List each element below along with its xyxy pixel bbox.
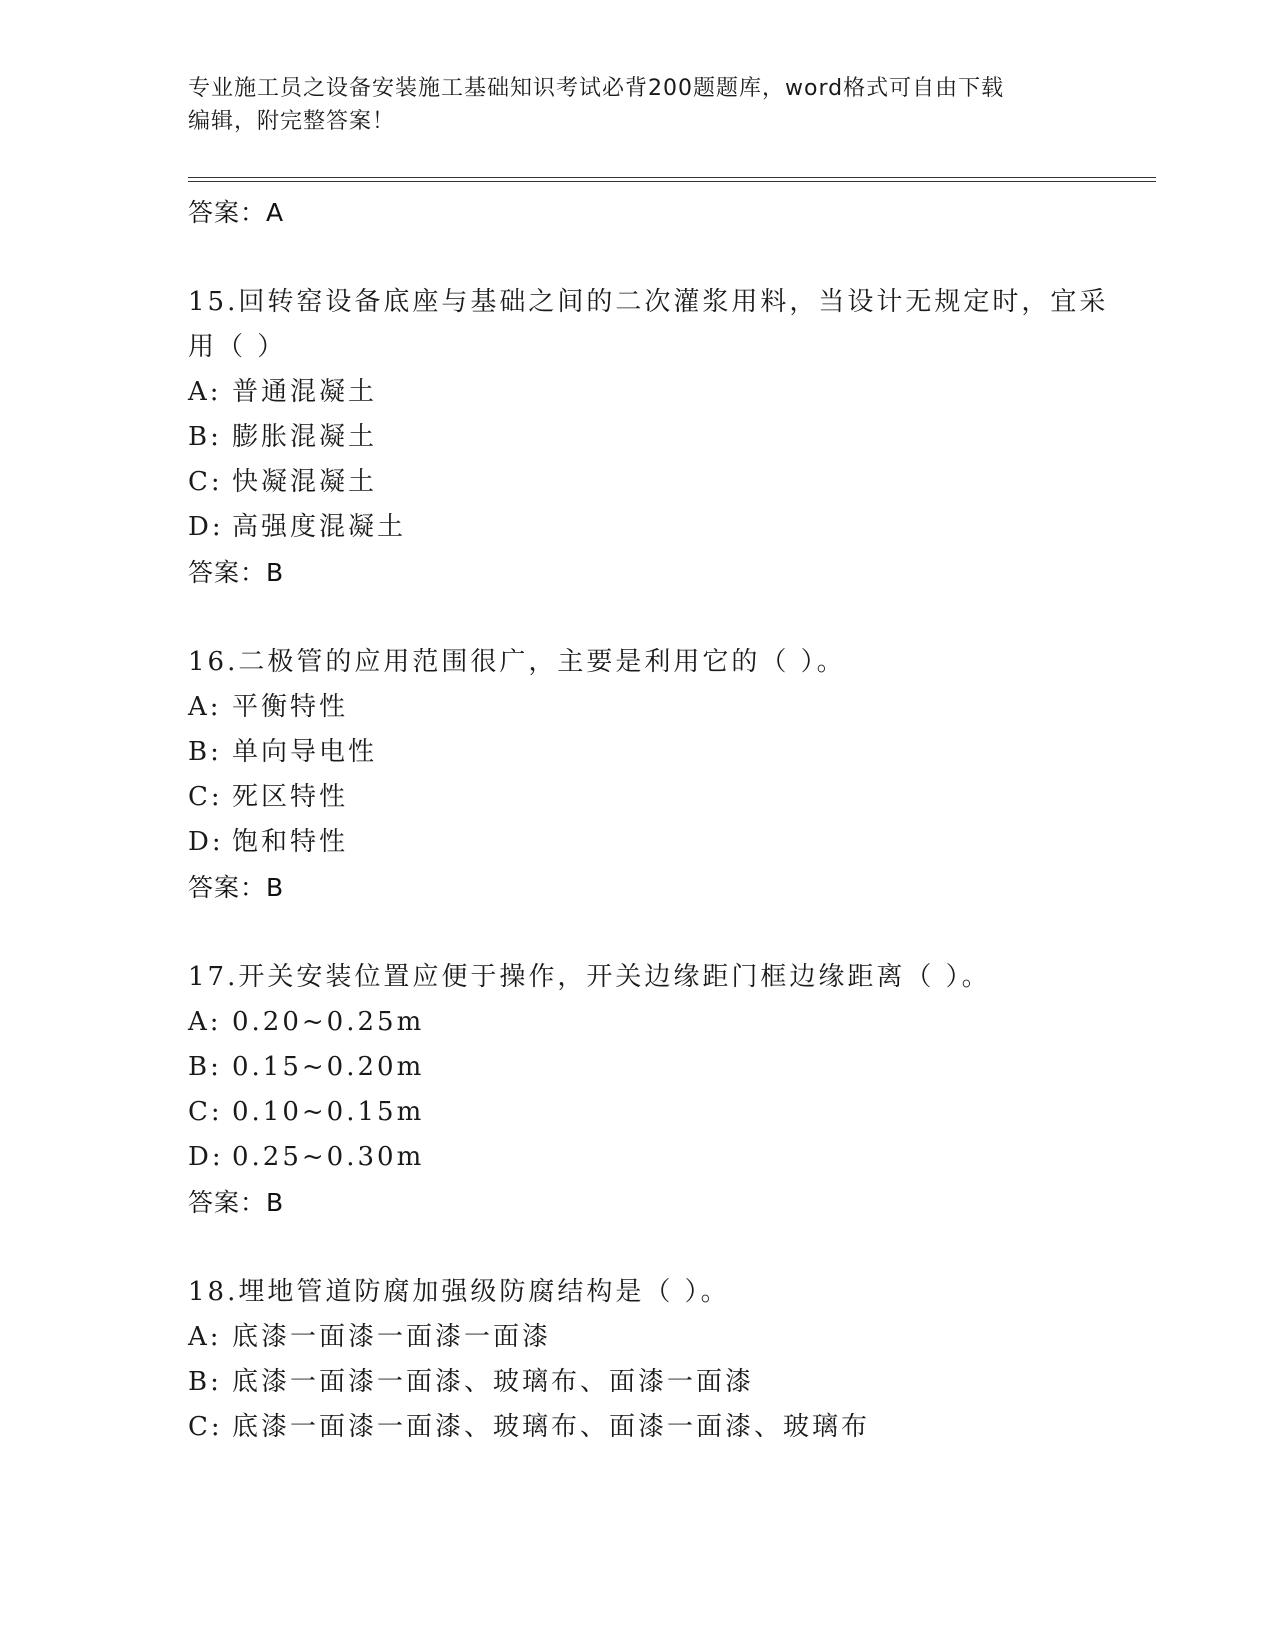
answer-line: 答案：B xyxy=(188,873,285,902)
question-text: 16.二极管的应用范围很广，主要是利用它的（ ）。 xyxy=(188,647,846,677)
option-text: 底漆一面漆一面漆、玻璃布、面漆一面漆、玻璃布 xyxy=(232,1412,871,1442)
option-text: 底漆一面漆一面漆一面漆 xyxy=(232,1322,552,1352)
spacer xyxy=(188,910,1128,955)
option-letter: B: xyxy=(188,1052,222,1082)
option-text: 高强度混凝土 xyxy=(232,512,407,542)
option-letter: A: xyxy=(188,1007,222,1037)
spacer xyxy=(188,235,1128,280)
question-list xyxy=(188,190,1128,1450)
answer-line: 答案：A xyxy=(188,198,285,227)
option-text: 死区特性 xyxy=(232,782,349,812)
option-letter: B: xyxy=(188,737,222,767)
option-b xyxy=(188,415,1128,460)
option-text: 饱和特性 xyxy=(232,827,349,857)
answer-line: 答案：B xyxy=(188,1188,285,1217)
option-letter: C: xyxy=(188,1097,223,1127)
option-letter: A: xyxy=(188,377,222,407)
option-b xyxy=(188,730,1128,775)
answer-line: 答案：B xyxy=(188,558,285,587)
option-b xyxy=(188,1045,1128,1090)
option-text: 底漆一面漆一面漆、玻璃布、面漆一面漆 xyxy=(232,1367,755,1397)
page-header xyxy=(188,72,1068,138)
option-b xyxy=(188,1360,1128,1405)
option-text: 普通混凝土 xyxy=(232,377,378,407)
option-d xyxy=(188,1135,1128,1180)
option-letter: B: xyxy=(188,422,222,452)
question-text: 15.回转窑设备底座与基础之间的二次灌浆用料，当设计无规定时，宜采用（ ） xyxy=(188,287,1109,362)
option-a xyxy=(188,1315,1128,1360)
option-letter: D: xyxy=(188,1142,224,1172)
option-letter: C: xyxy=(188,467,223,497)
option-text: 0.25~0.30m xyxy=(232,1142,425,1172)
question-17 xyxy=(188,955,1128,1225)
option-text: 快凝混凝土 xyxy=(232,467,378,497)
header-line-1: 专业施工员之设备安装施工基础知识考试必背200题题库，word格式可自由下载 xyxy=(188,76,1005,101)
option-letter: A: xyxy=(188,692,222,722)
option-text: 0.20~0.25m xyxy=(232,1007,425,1037)
question-text: 17.开关安装位置应便于操作，开关边缘距门框边缘距离（ ）。 xyxy=(188,962,991,992)
question-text: 18.埋地管道防腐加强级防腐结构是（ ）。 xyxy=(188,1277,730,1307)
option-letter: C: xyxy=(188,782,223,812)
option-text: 膨胀混凝土 xyxy=(232,422,378,452)
header-divider xyxy=(188,177,1156,182)
option-c xyxy=(188,1090,1128,1135)
option-text: 平衡特性 xyxy=(232,692,349,722)
spacer xyxy=(188,1225,1128,1270)
question-15 xyxy=(188,280,1128,595)
question-16 xyxy=(188,640,1128,910)
question-18 xyxy=(188,1270,1128,1450)
option-text: 0.15~0.20m xyxy=(232,1052,425,1082)
option-letter: B: xyxy=(188,1367,222,1397)
option-letter: A: xyxy=(188,1322,222,1352)
option-text: 单向导电性 xyxy=(232,737,378,767)
header-line-2: 编辑，附完整答案！ xyxy=(188,109,396,134)
spacer xyxy=(188,595,1128,640)
option-d xyxy=(188,505,1128,550)
option-c xyxy=(188,460,1128,505)
option-c xyxy=(188,775,1128,820)
option-d xyxy=(188,820,1128,865)
option-letter: C: xyxy=(188,1412,223,1442)
option-letter: D: xyxy=(188,827,224,857)
option-c xyxy=(188,1405,1128,1450)
option-a xyxy=(188,370,1128,415)
option-a xyxy=(188,1000,1128,1045)
option-text: 0.10~0.15m xyxy=(232,1097,425,1127)
option-a xyxy=(188,685,1128,730)
option-letter: D: xyxy=(188,512,224,542)
